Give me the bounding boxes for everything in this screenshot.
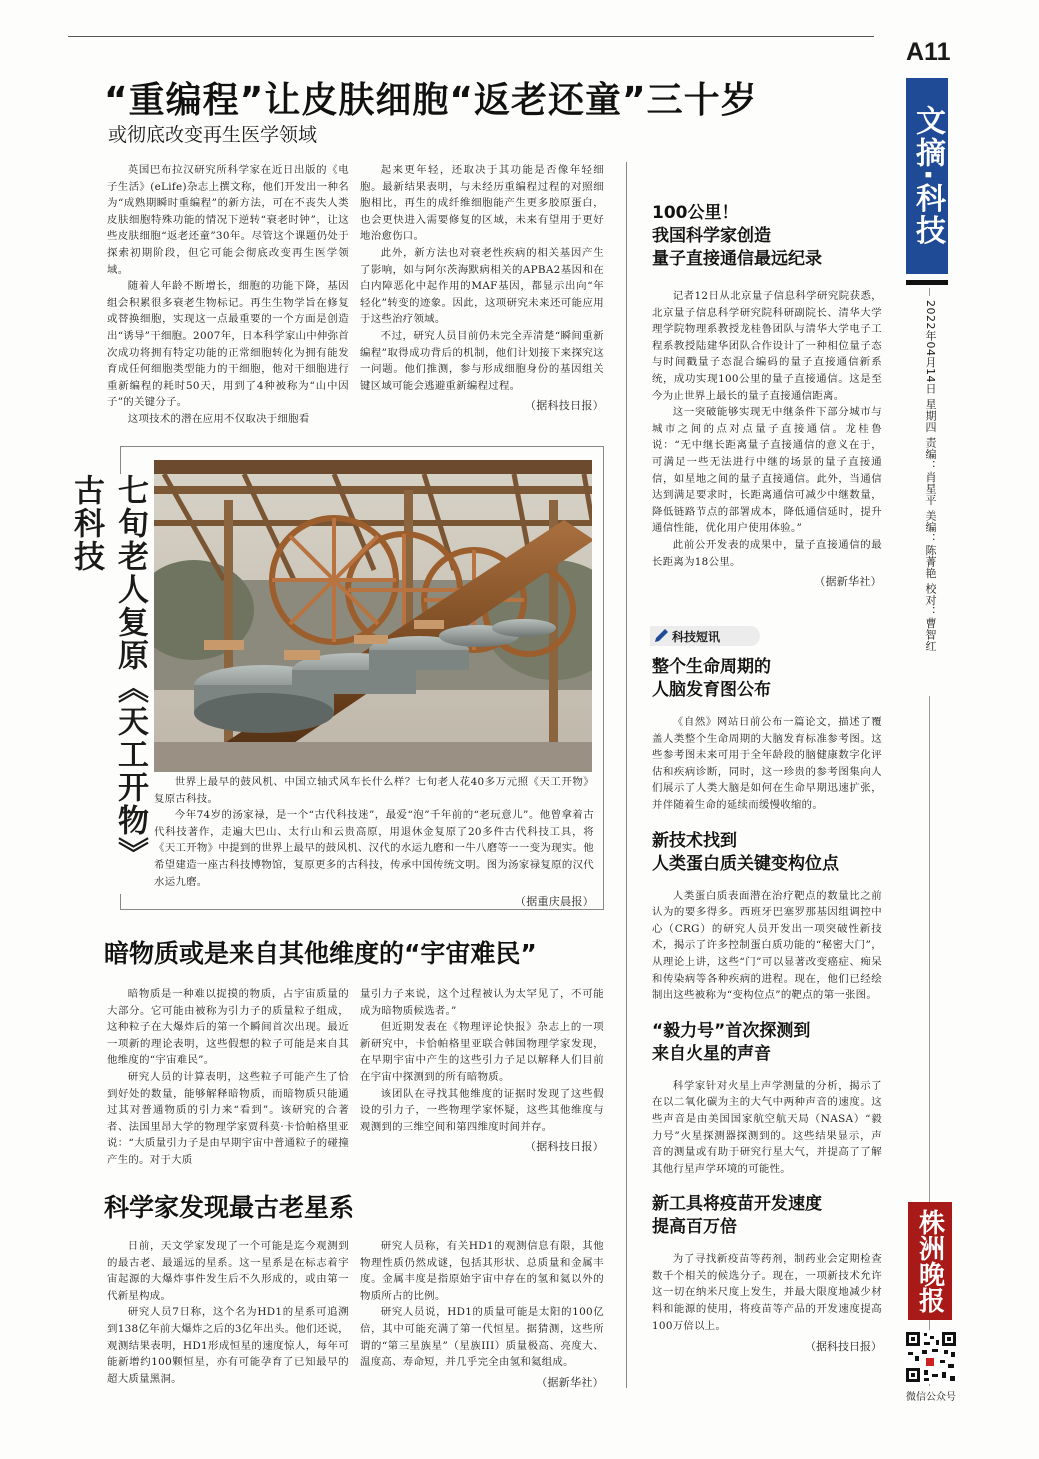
briefs-source: （据科技日报）: [805, 1340, 882, 1354]
article3-title: 科学家发现最古老星系: [104, 1193, 355, 1222]
article1-column-1: [107, 162, 349, 428]
article3-para: 研究人员7日称，这个名为HD1的星系可追溯到138亿年前大爆炸之后的3亿年出头。他们还说，观测结果表明，HD1形成恒星的速度惊人，每年可能新增约100颗恒星，亦有可能孕育了已知最早的超大质量黑洞。: [107, 1306, 349, 1385]
article2-para: 研究人员的计算表明，这些粒子可能产生了恰到好处的数量，能够解释暗物质，而暗物质只能通过其对普通物质的引力来“看到”。该研究的合著者、法国里昂大学的物理学家贾科莫·卡恰帕格里亚说：“大质量引力子是由早期宇宙中普通粒子的碰撞产生的。对于大质: [107, 1070, 349, 1166]
qr-code[interactable]: [904, 1330, 958, 1384]
article1-para: 起来更年轻，还取决于其功能是否像年轻细胞。最新结果表明，与未经历重编程过程的对照细胞相比，再生的成纤维细胞能产生更多胶原蛋白，也会更快进入需要修复的区域，未来有望用于更好地治愈伤口。: [360, 164, 604, 243]
article4-para: 记者12日从北京量子信息科学研究院获悉，北京量子信息科学研究院科研副院长、清华大学理学院物理系教授龙桂鲁团队与清华大学电子工程系教授陆建华团队合作设计了一种相位量子态与时间戳量子态混合编码的量子直接通信新系统，成功实现100公里的量子直接通信。这是至今为止世界上最长的量子直接通信距离。: [652, 290, 882, 402]
brief-text: 人类蛋白质表面潜在治疗靶点的数量比之前认为的要多得多。西班牙巴塞罗那基因组调控中心（CRG）的研究人员开发出一项突破性新技术，揭示了许多控制蛋白质功能的“秘密大门”，从理论上讲，这些“门”可以显著改变癌症、痴呆和传染病等各种疾病的进程。现在，他们已经绘制出这些被称为“变构位点”的靶点的第一张图。: [652, 889, 882, 1002]
article1-para: 随着人年龄不断增长，细胞的功能下降，基因组会积累很多衰老生物标记。再生生物学旨在修复或替换细胞，实现这一点最重要的一个方面是创造出“诱导”干细胞。2007年，日本科学家山中伸弥首次成功将拥有特定功能的正常细胞转化为拥有能发育成任何细胞类型能力的干细胞，他对干细胞进行重新编程的耗时50天，用到了4种被称为“山中因子”的关键分子。: [107, 280, 349, 409]
article4-body: [652, 288, 882, 591]
article4-para: 此前公开发表的成果中，量子直接通信的最长距离为18公里。: [652, 538, 882, 568]
article2-column-1: [107, 986, 349, 1169]
article2-source: （据科技日报）: [524, 1140, 604, 1154]
brief-title-line: 新工具将疫苗开发速度: [652, 1194, 822, 1215]
photo-feature-lead: 世界上最早的鼓风机、中国立轴式风车长什么样？七旬老人花40多万元照《天工开物》复原古科技。: [154, 776, 594, 805]
article1-para: 英国巴布拉汉研究所科学家在近日出版的《电子生活》(eLife)杂志上撰文称，他们开发出一种名为“成熟期瞬时重编程”的新方法，可在不丧失人类皮肤细胞特殊功能的情况下逆转“衰老时钟”，让这些皮肤细胞“返老还童”30年。尽管这个课题仍处于探索初期阶段，但它可能会彻底改变再生医学领域。: [107, 164, 349, 276]
brief-title: [652, 830, 882, 876]
article1-para: 不过，研究人员目前仍未完全弄清楚“瞬间重新编程”取得成功背后的机制，他们计划接下来探究这一问题。他们推测，参与形成细胞身份的基因组关键区域可能会逃避重新编程过程。: [360, 329, 604, 392]
brief-title-line: 新技术找到: [652, 830, 737, 851]
article3-column-2: [360, 1238, 604, 1391]
brief-title-line: “毅力号”首次探测到: [652, 1020, 811, 1041]
brief-text: 《自然》网站日前公布一篇论文，描述了覆盖人类整个生命周期的大脑发育标准参考图。这些参考图未来可用于全年龄段的脑健康数字化评估和疾病诊断，同时，这一珍贵的参考图集向人们展示了人类大脑是如何在生命早期迅速扩张，并伴随着生命的延续而缓慢收缩的。: [652, 716, 882, 811]
article3-source: （据新华社）: [536, 1375, 604, 1389]
photo-water-mill: [154, 460, 592, 772]
article4-source: （据新华社）: [814, 575, 882, 589]
article3-para: 研究人员说，HD1的质量可能是太阳的100亿倍，其中可能充满了第一代恒星。据猜测，这些所谓的“第三星族星”（星族III）质量极高、亮度大、温度高、寿命短，并几乎完全由氢和氦组成。: [360, 1306, 604, 1369]
article4-title-line: 量子直接通信最远纪录: [652, 249, 822, 269]
top-rule: [68, 36, 874, 37]
article1-title: “重编程”让皮肤细胞“返老还童”三十岁: [104, 80, 758, 121]
brief-text: 科学家针对火星上声学测量的分析，揭示了在以二氧化碳为主的大气中两种声音的速度。这些声音是由美国国家航空航天局（NASA）“毅力号”火星探测器探测到的。这些结果显示，声音的测量或有助于研究行星大气，并提高了了解其他行星声学环境的可能性。: [652, 1079, 882, 1175]
article4-title-line: 100公里！: [652, 203, 739, 223]
section-banner: 文摘·科技: [906, 78, 948, 274]
article3-para: 研究人员称，有关HD1的观测信息有限，其他物理性质仍然成谜，包括其形状、总质量和金属丰度。金属丰度是指原始宇宙中存在的氢和氦以外的物质所占的比例。: [360, 1240, 604, 1302]
brief-title-line: 来自火星的声音: [652, 1043, 771, 1064]
column-divider: [626, 162, 627, 1388]
brief-text: 为了寻找新疫苗等药剂，制药业会定期检查数千个相关的候选分子。现在，一项新技术允许这一切在纳米尺度上发生，并最大限度地减少材料和能源的使用，将疫苗等产品的开发速度提高100万倍以上。: [652, 1253, 882, 1332]
photo-feature-title: 七旬老人复原《天工开物》古科技: [104, 474, 152, 894]
brief-title-line: 整个生命周期的: [652, 657, 771, 677]
article2-para: 但近期发表在《物理评论快报》杂志上的一项新研究中，卡恰帕格里亚联合韩国物理学家发现，在早期宇宙中产生的这些引力子足以解释人们目前在宇宙中探测到的所有暗物质。: [360, 1021, 604, 1083]
photo-feature-source: （据重庆晨报）: [514, 895, 594, 909]
article2-para: 量引力子来说，这个过程被认为太罕见了，不可能成为暗物质候选者。”: [360, 988, 604, 1017]
brief-title-line: 人类蛋白质关键变构位点: [652, 853, 839, 874]
article4-para: 这一突破能够实现无中继条件下部分城市与城市之间的点对点量子直接通信。龙桂鲁说：“无中继长距离量子直接通信的意义在于，可满足一些无法进行中继的场景的量子直接通信，如星地之间的量子直接通信。此外，当通信达到满足要求时，长距离通信可减少中继数量，降低链路节点的部署成本，降低通信延时，提升通信性能，优化用户使用体验。”: [652, 406, 882, 535]
article1-source: （据科技日报）: [524, 399, 604, 413]
briefs-list: [652, 654, 882, 1354]
section-banner-underline: [906, 280, 948, 285]
article2-column-2: [360, 986, 604, 1156]
brief-title: [652, 656, 882, 702]
brand-logo: 株洲晚报: [908, 1202, 952, 1320]
article3-column-1: [107, 1238, 349, 1387]
photo-feature-body: 今年74岁的汤家禄，是一个“古代科技迷”，最爱“泡”千年前的“老玩意儿”。他曾拿着古代科技著作，走遍大巴山、太行山和云贵高原，用退休金复原了20多件古代科技工具，将《天工开物》中提到的世界上最早的鼓风机、汉代的水运九磨和一牛八磨等一一变为现实。他希望建造一座古科技博物馆，复原更多的古科技，传承中国传统文明。图为汤家禄复原的汉代水运九磨。: [154, 809, 594, 888]
briefs-tag: [650, 624, 880, 648]
article1-column-2: [360, 162, 604, 415]
page-number: A11: [906, 38, 951, 66]
article1-para: 此外，新方法也对衰老性疾病的相关基因产生了影响，如与阿尔茨海默病相关的APBA2基因和在白内障恶化中起作用的MAF基因，都显示出向“年轻化”转变的迹象。因此，这项研究未来还可能应用于这些治疗领域。: [360, 246, 604, 326]
brief-title-line: 人脑发育图公布: [652, 680, 771, 700]
photo-feature-text: [154, 774, 594, 911]
side-meta: 2022年04月14日 星期四 责编：肖星平 美编：陈菁艳 校对：曹智红: [922, 296, 938, 696]
article1-subtitle: 或彻底改变再生医学领域: [108, 124, 318, 146]
article2-title: 暗物质或是来自其他维度的“宇宙难民”: [104, 939, 537, 968]
article4-title: [652, 202, 882, 271]
article3-para: 日前，天文学家发现了一个可能是迄今观测到的最古老、最遥远的星系。这一星系是在标志着宇宙起源的大爆炸事件发生后不久形成的，或由第一代新星构成。: [107, 1240, 349, 1302]
article2-para: 暗物质是一种难以捉摸的物质，占宇宙质量的大部分。它可能由被称为引力子的质量粒子组成，这种粒子在大爆炸后的第一个瞬间首次出现。最近一项新的理论表明，这些假想的粒子可能是来自其他维度的“宇宙难民”。: [107, 988, 349, 1067]
article2-para: 该团队在寻找其他维度的证据时发现了这些假设的引力子，一些物理学家怀疑，这些其他维度与观测到的三维空间和第四维度时间并存。: [360, 1087, 604, 1133]
article4-title-line: 我国科学家创造: [652, 226, 771, 246]
brief-title-line: 提高百万倍: [652, 1217, 737, 1238]
article1-para: 这项技术的潜在应用不仅取决于细胞看: [127, 412, 310, 425]
briefs-tag-label: 科技短讯: [672, 630, 721, 644]
pencil-icon: [652, 627, 670, 645]
qr-caption: 微信公众号: [906, 1392, 956, 1403]
brief-title: [652, 1193, 882, 1239]
brief-title: [652, 1020, 882, 1066]
